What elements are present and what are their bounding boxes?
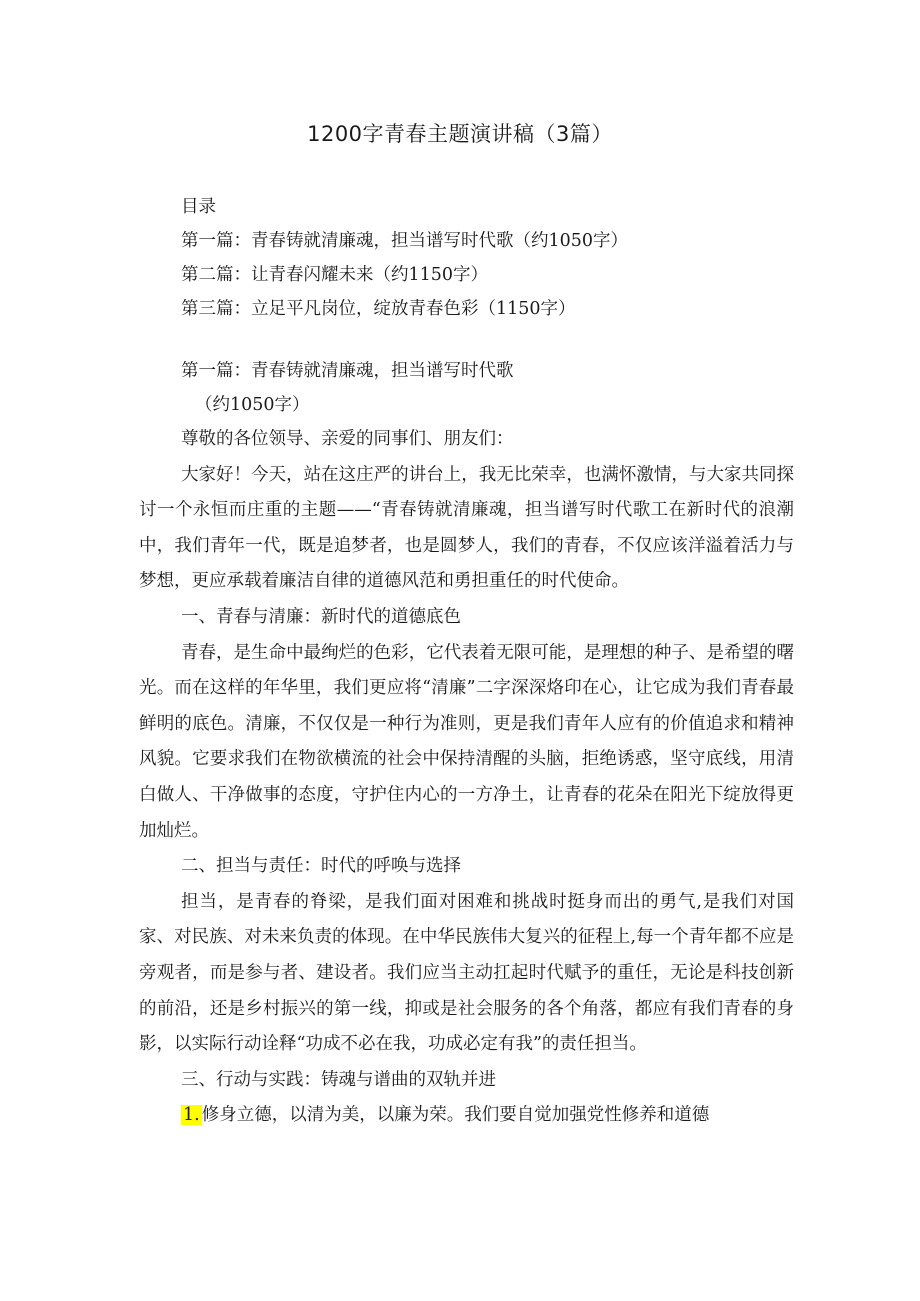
article-body	[139, 354, 794, 1134]
highlighted-item-number: 1.	[183, 1105, 200, 1126]
section-3-heading: 三、行动与实践：铸魂与谱曲的双轨并进	[181, 1069, 496, 1090]
section-2-heading: 二、担当与责任：时代的呼唤与选择	[181, 856, 461, 877]
section-1-paragraph: 青春，是生命中最绚烂的色彩，它代表着无限可能，是理想的种子、是希望的曙光。而在这样的年华里，我们更应将“清廉”二字深深烙印在心，让它成为我们青春最鲜明的底色。清廉，不仅仅是一种行为准则，更是我们青年人应有的价值追求和精神风貌。它要求我们在物欲横流的社会中保持清醒的头脑，拒绝诱惑，坚守底线，用清白做人、干净做事的态度，守护住内心的一方净土，让青春的花朵在阳光下绽放得更加灿烂。	[139, 642, 794, 841]
toc-item-3: 第三篇：立足平凡岗位，绽放青春色彩（1150字）	[181, 299, 576, 319]
toc-item-2: 第二篇：让青春闪耀未来（约1150字）	[181, 265, 489, 285]
document-title: 1200字青春主题演讲稿（3篇）	[307, 122, 613, 146]
toc-item-1: 第一篇：青春铸就清廉魂，担当谱写时代歌（约1050字）	[181, 231, 629, 251]
section-1-heading: 一、青春与清廉：新时代的道德底色	[181, 606, 461, 627]
table-of-contents	[181, 190, 628, 326]
intro-paragraph: 大家好！今天，站在这庄严的讲台上，我无比荣幸，也满怀激情，与大家共同探讨一个永恒而庄重的主题——“青春铸就清廉魂，担当谱写时代歌工在新时代的浪潮中，我们青年一代，既是追梦者，也是圆梦人，我们的青春，不仅应该洋溢着活力与梦想，更应承载着廉洁自律的道德风范和勇担重任的时代使命。	[139, 464, 794, 592]
salutation: 尊敬的各位领导、亲爱的同事们、朋友们：	[181, 429, 514, 449]
section-2-paragraph: 担当，是青春的脊梁，是我们面对困难和挑战时挺身而出的勇气,是我们对国家、对民族、对未来负责的体现。在中华民族伟大复兴的征程上,每一个青年都不应是旁观者，而是参与者、建设者。我们应当主动扛起时代赋予的重任，无论是科技创新的前沿，还是乡村振兴的第一线，抑或是社会服务的各个角落，都应有我们青春的身影，以实际行动诠释“功成不必在我，功成必定有我”的责任担当。	[139, 891, 794, 1055]
list-item-1-text: 修身立德，以清为美，以廉为荣。我们要自觉加强党性修养和道德	[201, 1105, 710, 1126]
article-length-note: （约1050字）	[195, 395, 310, 415]
article-title: 第一篇：青春铸就清廉魂，担当谱写时代歌	[181, 361, 514, 381]
list-item-1	[139, 1098, 794, 1134]
toc-heading: 目录	[181, 197, 216, 217]
